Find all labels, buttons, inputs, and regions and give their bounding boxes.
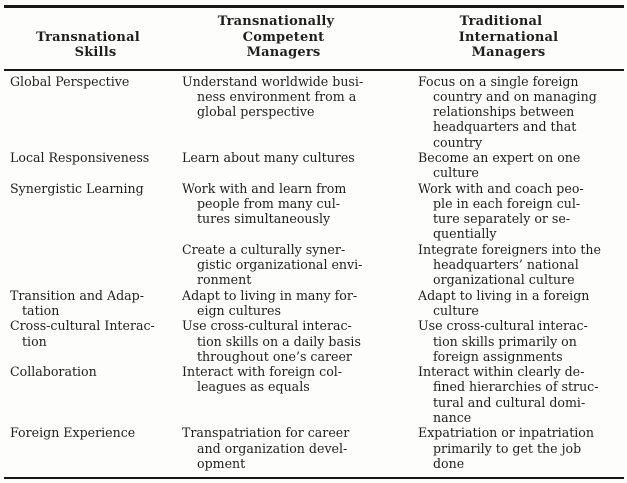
text-line: country	[433, 134, 483, 150]
cell-skill	[4, 181, 172, 242]
text-line: nance	[433, 410, 472, 426]
text-line: tion skills on a daily basis	[197, 333, 361, 349]
text-line: ronment	[197, 272, 252, 288]
cell-traditional-manager	[408, 364, 624, 425]
cell-competent-manager	[172, 150, 408, 181]
text-line: Expatriation or inpatriation	[418, 425, 594, 441]
text-line: Interact with foreign col-	[182, 364, 343, 380]
text-line: Transnational	[36, 29, 140, 45]
cell-competent-manager	[172, 364, 408, 425]
text-line: ture separately or se-	[433, 211, 571, 227]
text-line: Cross-cultural Interac-	[10, 318, 155, 334]
header-traditional-international-managers	[408, 7, 624, 70]
cell-traditional-manager	[408, 242, 624, 288]
table-row	[4, 425, 624, 478]
text-line: Become an expert on one	[418, 149, 581, 165]
text-line: Learn about many cultures	[182, 149, 355, 165]
text-line: Competent	[242, 29, 325, 45]
text-line: Interact within clearly de-	[418, 364, 585, 380]
header-transnationally-competent-managers	[172, 7, 408, 70]
text-line: opment	[197, 455, 246, 471]
table-row	[4, 150, 624, 181]
cell-traditional-manager	[408, 318, 624, 364]
text-line: ple in each foreign cul-	[433, 195, 581, 211]
cell-skill	[4, 288, 172, 319]
text-line: Work with and coach peo-	[418, 180, 584, 196]
text-line: people from many cul-	[197, 195, 340, 211]
cell-competent-manager	[172, 425, 408, 478]
text-line: leagues as equals	[197, 379, 310, 395]
cell-traditional-manager	[408, 425, 624, 478]
text-line: Traditional	[459, 14, 543, 29]
text-line: Foreign Experience	[10, 425, 136, 441]
table-body	[4, 70, 624, 479]
text-line: tures simultaneously	[197, 211, 331, 227]
text-line: Managers	[471, 45, 546, 60]
text-line: Use cross-cultural interac-	[182, 318, 352, 334]
cell-skill	[4, 318, 172, 364]
cell-traditional-manager	[408, 181, 624, 242]
cell-competent-manager	[172, 181, 408, 242]
cell-skill	[4, 364, 172, 425]
text-line: global perspective	[197, 104, 315, 120]
cell-competent-manager	[172, 242, 408, 288]
text-line: Transition and Adap-	[10, 287, 144, 303]
text-line: Work with and learn from	[182, 180, 347, 196]
text-line: organizational culture	[433, 272, 575, 288]
text-line: Synergistic Learning	[10, 180, 144, 196]
text-line: Transpatriation for career	[182, 425, 350, 441]
cell-skill	[4, 150, 172, 181]
cell-competent-manager	[172, 288, 408, 319]
cell-competent-manager	[172, 318, 408, 364]
text-line: Create a culturally syner-	[182, 241, 346, 257]
text-line: headquarters and that	[433, 119, 577, 135]
cell-traditional-manager	[408, 288, 624, 319]
table-row	[4, 242, 624, 288]
text-line: tion	[22, 333, 47, 349]
text-line: culture	[433, 302, 479, 318]
text-line: Skills	[74, 45, 117, 60]
cell-skill	[4, 70, 172, 150]
text-line: throughout one’s career	[197, 348, 352, 364]
cell-competent-manager	[172, 70, 408, 150]
text-line: relationships between	[433, 104, 575, 120]
text-line: tural and cultural domi-	[433, 394, 586, 410]
text-line: Local Responsiveness	[10, 149, 150, 165]
text-line: tation	[22, 302, 60, 318]
text-line: ness environment from a	[197, 88, 357, 104]
text-line: primarily to get the job	[433, 440, 582, 456]
table-header	[4, 7, 624, 70]
comparison-table	[4, 5, 624, 479]
text-line: Understand worldwide busi-	[182, 73, 364, 89]
text-line: Focus on a single foreign	[418, 73, 579, 89]
text-line: Collaboration	[10, 364, 97, 380]
table-row	[4, 70, 624, 150]
text-line: culture	[433, 165, 479, 181]
text-line: Integrate foreigners into the	[418, 241, 601, 257]
text-line: Transnationally	[217, 14, 335, 29]
text-line: gistic organizational envi-	[197, 257, 363, 273]
table-row	[4, 181, 624, 242]
text-line: headquarters’ national	[433, 257, 579, 273]
text-line: fined hierarchies of struc-	[433, 379, 599, 395]
cell-traditional-manager	[408, 70, 624, 150]
table-row	[4, 318, 624, 364]
text-line: Managers	[246, 45, 321, 60]
text-line: Global Perspective	[10, 73, 130, 89]
cell-skill	[4, 242, 172, 288]
text-line: country and on managing	[433, 88, 597, 104]
table-row	[4, 288, 624, 319]
text-line: Use cross-cultural interac-	[418, 318, 588, 334]
cell-skill	[4, 425, 172, 478]
text-line: done	[433, 455, 465, 471]
cell-traditional-manager	[408, 150, 624, 181]
header-transnational-skills	[4, 7, 172, 70]
text-line: tion skills primarily on	[433, 333, 577, 349]
text-line: quentially	[433, 226, 497, 242]
header-row	[4, 7, 624, 70]
text-line: Adapt to living in a foreign	[418, 287, 590, 303]
text-line: eign cultures	[197, 302, 281, 318]
text-line: and organization devel-	[197, 440, 348, 456]
text-line: International	[458, 29, 559, 45]
table-row	[4, 364, 624, 425]
text-line: Adapt to living in many for-	[182, 287, 358, 303]
text-line: foreign assignments	[433, 348, 563, 364]
